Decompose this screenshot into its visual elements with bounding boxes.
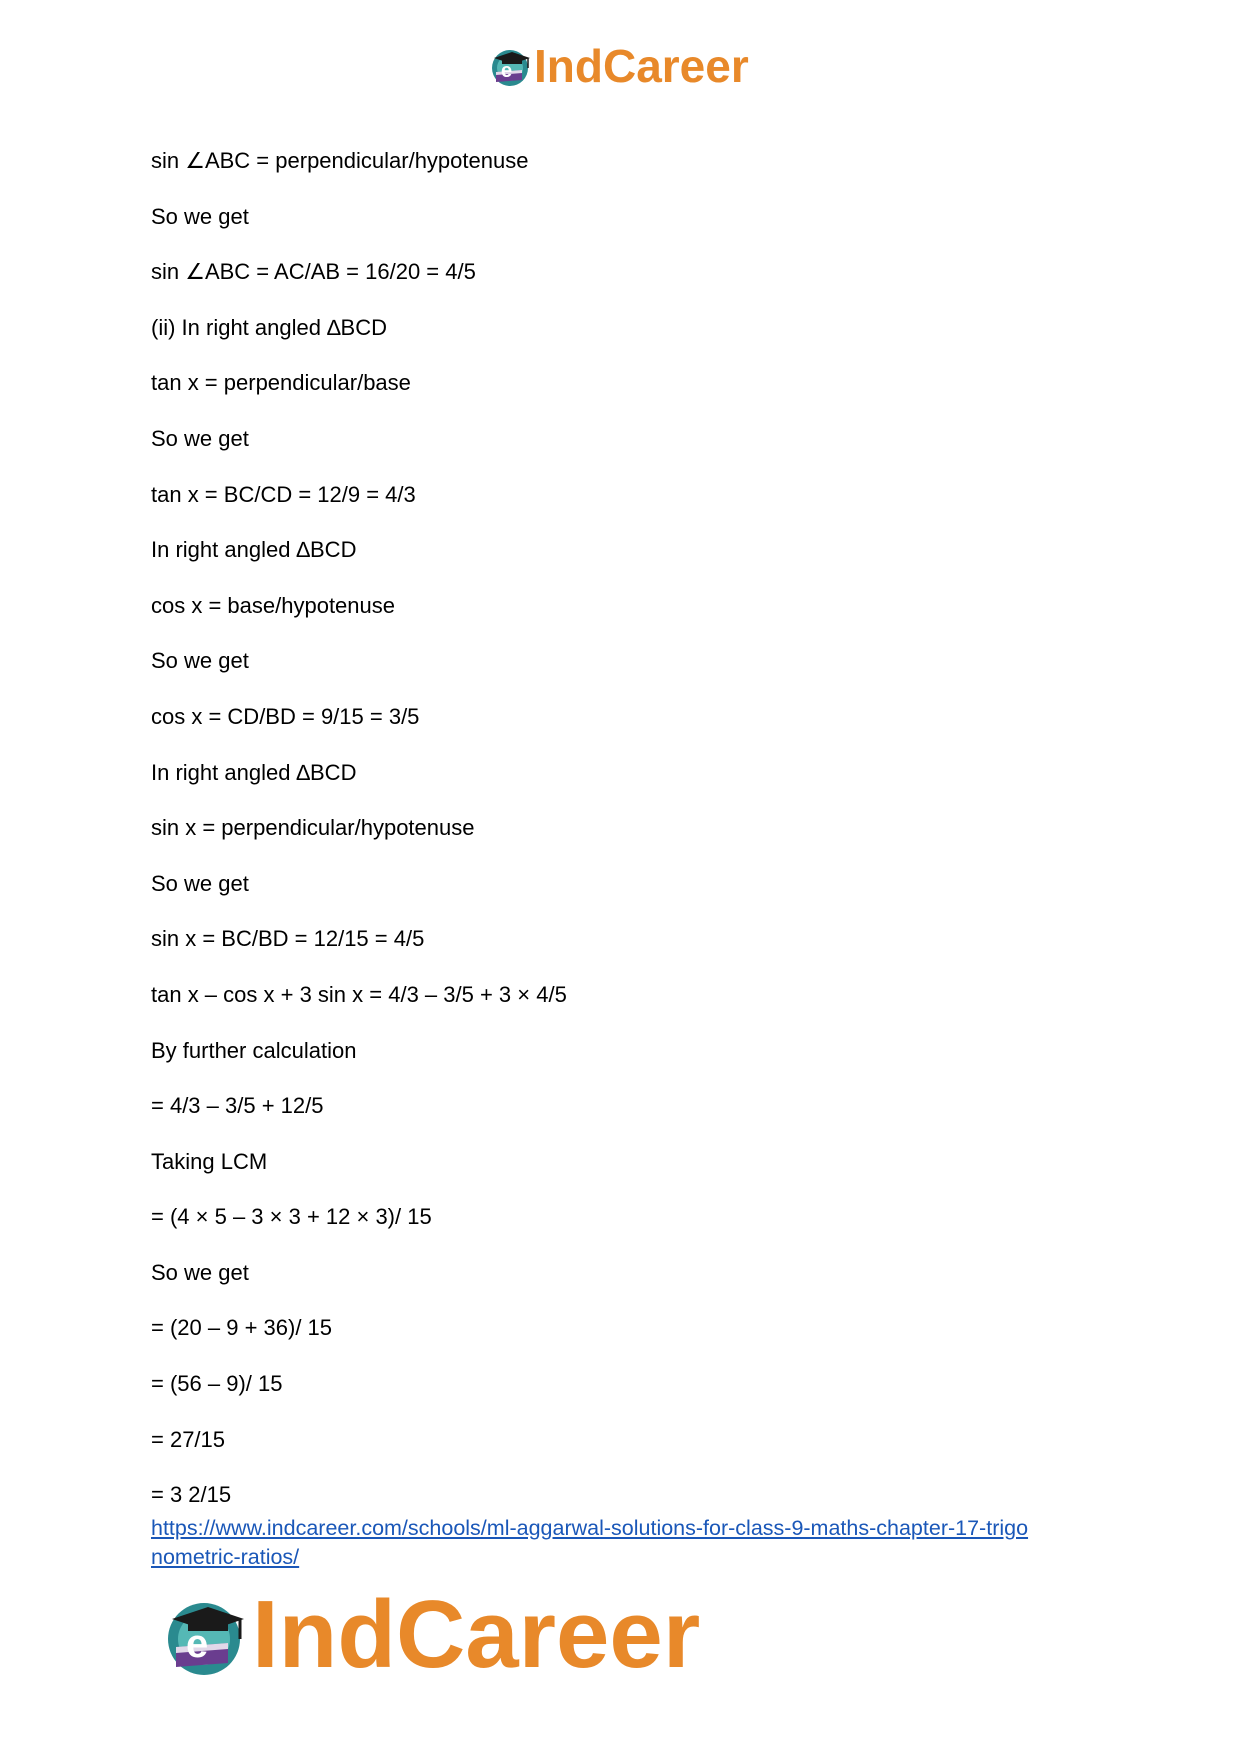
text-line: sin ∠ABC = perpendicular/hypotenuse [151, 148, 529, 173]
footer-logo [160, 1581, 701, 1688]
text-line: So we get [151, 1259, 249, 1285]
text-line: By further calculation [151, 1037, 357, 1063]
text-line: tan x = perpendicular/base [151, 370, 411, 396]
svg-text:e: e [186, 1622, 209, 1666]
header-logo [488, 40, 749, 92]
text-line: = (56 – 9)/ 15 [151, 1371, 283, 1397]
svg-text:e: e [501, 60, 513, 82]
text-line: tan x – cos x + 3 sin x = 4/3 – 3/5 + 3 × 4/5 [151, 981, 567, 1007]
text-line: sin x = perpendicular/hypotenuse [151, 815, 475, 841]
text-line: sin x = BC/BD = 12/15 = 4/5 [151, 926, 425, 952]
text-line: = 4/3 – 3/5 + 12/5 [151, 1093, 324, 1119]
source-link-block [151, 1514, 1111, 1572]
text-line: sin ∠ABC = AC/AB = 16/20 = 4/5 [151, 259, 476, 285]
text-line: (ii) In right angled ∆BCD [151, 314, 387, 340]
graduation-cap-book-icon [488, 44, 532, 88]
solution-content [151, 148, 1111, 1538]
text-line: cos x = base/hypotenuse [151, 592, 395, 618]
header-logo-text: IndCareer [534, 40, 749, 92]
text-line: = 3 2/15 [151, 1482, 232, 1508]
text-line: = 27/15 [151, 1426, 226, 1452]
text-line: cos x = CD/BD = 9/15 = 3/5 [151, 703, 420, 729]
text-line: In right angled ∆BCD [151, 759, 357, 785]
text-line: So we get [151, 203, 249, 229]
text-line: So we get [151, 648, 249, 674]
text-line: = (4 × 5 – 3 × 3 + 12 × 3)/ 15 [151, 1204, 432, 1230]
text-line: So we get [151, 425, 249, 451]
text-line: = (20 – 9 + 36)/ 15 [151, 1315, 333, 1341]
text-line: tan x = BC/CD = 12/9 = 4/3 [151, 481, 416, 507]
text-line: In right angled ∆BCD [151, 537, 357, 563]
source-link-line-2[interactable]: nometric-ratios/ [151, 1545, 300, 1569]
text-line: Taking LCM [151, 1148, 268, 1174]
source-link-line-1[interactable]: https://www.indcareer.com/schools/ml-aggarwal-solutions-for-class-9-maths-chapter-17-trigo [151, 1516, 1029, 1540]
text-line: So we get [151, 870, 249, 896]
footer-logo-text: IndCareer [252, 1581, 701, 1688]
graduation-cap-book-icon [160, 1591, 248, 1679]
